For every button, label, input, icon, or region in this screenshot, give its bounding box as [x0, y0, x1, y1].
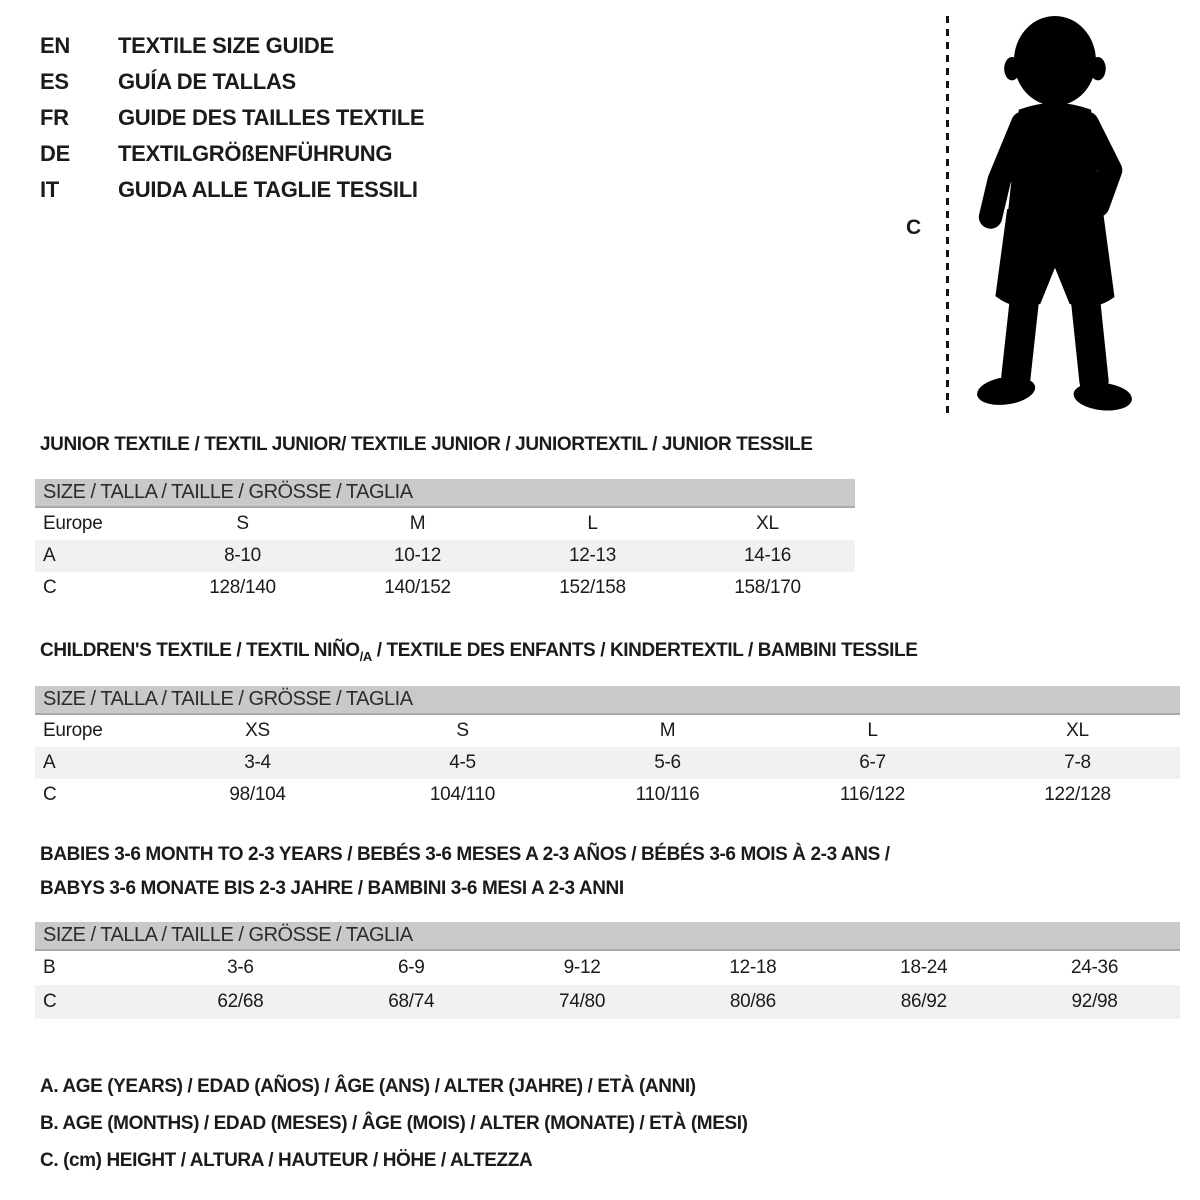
heading-text: / TEXTILE DES ENFANTS / KINDERTEXTIL / BAMBINI TESSILE [371, 640, 918, 661]
table-cell: 62/68 [217, 991, 264, 1012]
row-label: C [43, 577, 57, 598]
babies-section-heading-line1: BABIES 3-6 MONTH TO 2-3 YEARS / BEBÉS 3-6 MESES A 2-3 AÑOS / BÉBÉS 3-6 MOIS À 2-3 ANS / [40, 844, 890, 865]
table-row [35, 508, 855, 540]
table-cell: 12-18 [729, 957, 777, 978]
table-cell: 140/152 [384, 577, 451, 598]
table-row [35, 779, 1180, 811]
table-cell: 68/74 [388, 991, 435, 1012]
legend-line-b: B. AGE (MONTHS) / EDAD (MESES) / ÂGE (MOIS) / ALTER (MONATE) / ETÀ (MESI) [40, 1113, 748, 1134]
table-row [35, 540, 855, 572]
guide-title: TEXTILE SIZE GUIDE [118, 33, 334, 58]
junior-section-heading: JUNIOR TEXTILE / TEXTIL JUNIOR/ TEXTILE JUNIOR / JUNIORTEXTIL / JUNIOR TESSILE [40, 434, 813, 455]
table-row [35, 985, 1180, 1019]
row-label: Europe [43, 513, 103, 534]
table-cell: 152/158 [559, 577, 626, 598]
lang-row-en [40, 28, 424, 64]
table-cell: 7-8 [1064, 752, 1091, 773]
lang-code: IT [40, 177, 59, 202]
heading-subscript: /A [359, 648, 372, 664]
table-cell: 6-7 [859, 752, 886, 773]
row-label: A [43, 545, 56, 566]
lang-code: EN [40, 33, 70, 58]
row-label: C [43, 991, 57, 1012]
row-label: A [43, 752, 56, 773]
table-cell: M [659, 720, 676, 741]
lang-code: DE [40, 141, 70, 166]
table-cell: 74/80 [559, 991, 606, 1012]
table-cell: 3-6 [227, 957, 254, 978]
legend-line-a: A. AGE (YEARS) / EDAD (AÑOS) / ÂGE (ANS) / ALTER (JAHRE) / ETÀ (ANNI) [40, 1076, 696, 1097]
babies-size-header: SIZE / TALLA / TAILLE / GRÖSSE / TAGLIA [35, 922, 1180, 951]
table-cell: 6-9 [397, 957, 425, 978]
row-label: C [43, 784, 57, 805]
children-size-table [35, 686, 1180, 811]
guide-title: TEXTILGRÖßENFÜHRUNG [118, 141, 393, 166]
table-cell: 92/98 [1071, 991, 1118, 1012]
table-row [35, 951, 1180, 985]
lang-row-es [40, 64, 424, 100]
babies-size-table [35, 922, 1180, 1019]
table-cell: XL [1066, 720, 1089, 741]
lang-code: FR [40, 105, 69, 130]
table-cell: 86/92 [900, 991, 947, 1012]
lang-row-it [40, 172, 424, 208]
table-cell: 104/110 [429, 784, 496, 805]
language-title-block [40, 28, 424, 208]
table-cell: 5-6 [654, 752, 681, 773]
table-cell: XS [245, 720, 270, 741]
table-cell: 8-10 [224, 545, 261, 566]
table-cell: 116/122 [839, 784, 906, 805]
table-cell: 3-4 [244, 752, 271, 773]
junior-size-table [35, 479, 855, 604]
heading-text: CHILDREN'S TEXTILE / TEXTIL NIÑO [40, 640, 360, 661]
table-cell: L [587, 513, 598, 534]
junior-size-header: SIZE / TALLA / TAILLE / GRÖSSE / TAGLIA [35, 479, 855, 508]
children-size-header: SIZE / TALLA / TAILLE / GRÖSSE / TAGLIA [35, 686, 1180, 715]
table-cell: 80/86 [729, 991, 776, 1012]
table-cell: 9-12 [563, 957, 601, 978]
height-dashed-line [946, 16, 949, 416]
table-cell: S [236, 513, 249, 534]
row-label: Europe [43, 720, 103, 741]
table-cell: 128/140 [209, 577, 276, 598]
table-cell: XL [756, 513, 779, 534]
table-cell: S [456, 720, 469, 741]
guide-title: GUIDE DES TAILLES TEXTILE [118, 105, 425, 130]
table-row [35, 747, 1180, 779]
table-cell: 158/170 [734, 577, 801, 598]
table-cell: L [867, 720, 878, 741]
lang-row-fr [40, 100, 424, 136]
table-cell: 98/104 [229, 784, 286, 805]
lang-code: ES [40, 69, 69, 94]
table-cell: 18-24 [900, 957, 948, 978]
table-cell: M [409, 513, 426, 534]
row-label: B [43, 957, 56, 978]
table-row [35, 715, 1180, 747]
children-section-heading [40, 640, 917, 664]
table-cell: 12-13 [568, 545, 617, 566]
table-cell: 4-5 [449, 752, 476, 773]
table-cell: 10-12 [393, 545, 442, 566]
measurement-legend [40, 1068, 748, 1179]
height-measure-label: C [906, 216, 921, 239]
table-cell: 110/116 [635, 784, 700, 805]
table-cell: 14-16 [743, 545, 792, 566]
table-row [35, 572, 855, 604]
toddler-silhouette-icon [960, 14, 1146, 422]
lang-row-de [40, 136, 424, 172]
table-cell: 24-36 [1071, 957, 1119, 978]
guide-title: GUÍA DE TALLAS [118, 69, 296, 94]
table-cell: 122/128 [1044, 784, 1111, 805]
guide-title: GUIDA ALLE TAGLIE TESSILI [118, 177, 418, 202]
legend-line-c: C. (cm) HEIGHT / ALTURA / HAUTEUR / HÖHE / ALTEZZA [40, 1150, 533, 1171]
babies-section-heading-line2: BABYS 3-6 MONATE BIS 2-3 JAHRE / BAMBINI 3-6 MESI A 2-3 ANNI [40, 878, 624, 899]
